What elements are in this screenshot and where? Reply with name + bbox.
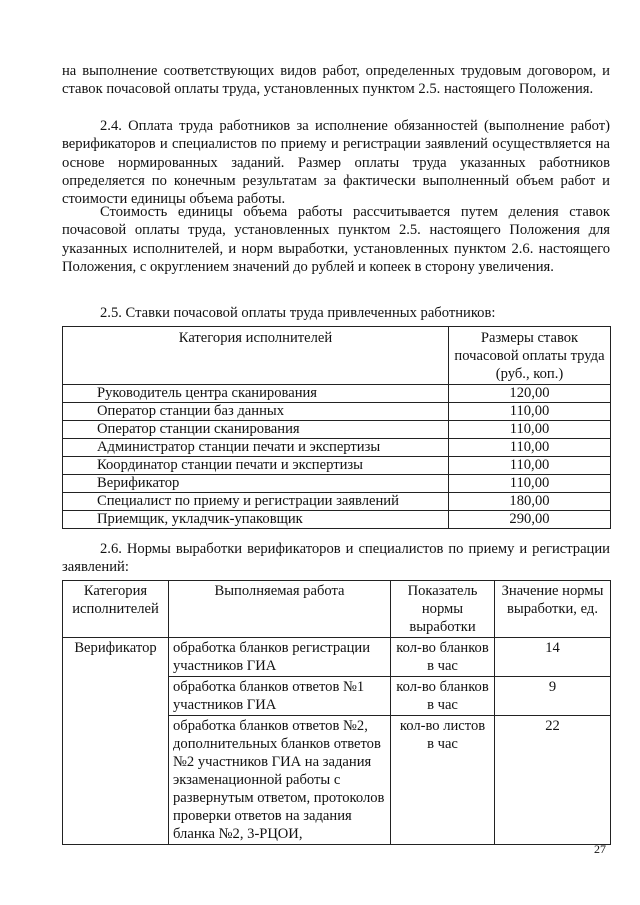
rate-category: Руководитель центра сканирования bbox=[63, 385, 449, 403]
rate-value: 110,00 bbox=[449, 475, 611, 493]
paragraph-unit-cost: Стоимость единицы объема работы рассчитывается путем деления ставок почасовой оплаты труда, установленных пунктом 2.5. настоящего Положения для указанных исполнителей, и норм выработки, установленных пунктом 2.6. настоящего Положения, с округлением значений до рублей и копеек в сторону увеличения. bbox=[62, 204, 610, 275]
table-row bbox=[63, 439, 611, 457]
norms-indicator: кол-во бланков в час bbox=[391, 638, 495, 677]
table-row bbox=[63, 511, 611, 529]
norms-indicator: кол-во бланков в час bbox=[391, 677, 495, 716]
rates-header-rate: Размеры ставок почасовой оплаты труда (руб., коп.) bbox=[449, 327, 611, 385]
norms-header-value: Значение нормы выработки, ед. bbox=[495, 581, 611, 638]
rates-table-header bbox=[63, 327, 611, 385]
table-row bbox=[63, 457, 611, 475]
table-row bbox=[63, 638, 611, 677]
norms-work: обработка бланков ответов №1 участников ГИА bbox=[169, 677, 391, 716]
table-row bbox=[63, 493, 611, 511]
rate-value: 120,00 bbox=[449, 385, 611, 403]
page-number: 27 bbox=[594, 842, 606, 856]
norms-value: 9 bbox=[495, 677, 611, 716]
rate-category: Оператор станции сканирования bbox=[63, 421, 449, 439]
norms-work: обработка бланков ответов №2, дополнительных бланков ответов №2 участников ГИА на задания экзаменационной работы с развернутым ответом, протоколов проверки ответов на задания бланка №2, 3-РЦОИ, bbox=[169, 716, 391, 845]
rate-category: Специалист по приему и регистрации заявлений bbox=[63, 493, 449, 511]
norms-table-header bbox=[63, 581, 611, 638]
rate-value: 110,00 bbox=[449, 421, 611, 439]
norms-header-indicator: Показатель нормы выработки bbox=[391, 581, 495, 638]
rates-header-category: Категория исполнителей bbox=[63, 327, 449, 385]
norms-header-category: Категория исполнителей bbox=[63, 581, 169, 638]
table-row bbox=[63, 385, 611, 403]
rate-value: 290,00 bbox=[449, 511, 611, 529]
norms-indicator: кол-во листов в час bbox=[391, 716, 495, 845]
rate-value: 110,00 bbox=[449, 457, 611, 475]
rate-category: Координатор станции печати и экспертизы bbox=[63, 457, 449, 475]
rate-category: Верификатор bbox=[63, 475, 449, 493]
rate-value: 110,00 bbox=[449, 439, 611, 457]
table-row bbox=[63, 403, 611, 421]
rate-category: Оператор станции баз данных bbox=[63, 403, 449, 421]
norms-category: Верификатор bbox=[63, 638, 169, 845]
rate-category: Приемщик, укладчик-упаковщик bbox=[63, 511, 449, 529]
table-row bbox=[63, 421, 611, 439]
rate-category: Администратор станции печати и экспертизы bbox=[63, 439, 449, 457]
section-2-6-heading: 2.6. Нормы выработки верификаторов и специалистов по приему и регистрации заявлений: bbox=[62, 541, 610, 576]
paragraph-2-4: 2.4. Оплата труда работников за исполнение обязанностей (выполнение работ) верификаторов и специалистов по приему и регистрации заявлений осуществляется на основе нормированных заданий. Размер оплаты труда указанных работников определяется по конечным результатам за фактически выполненный объем работ и стоимости единицы объема работы. bbox=[62, 118, 610, 208]
norms-header-work: Выполняемая работа bbox=[169, 581, 391, 638]
table-row bbox=[63, 475, 611, 493]
norms-value: 14 bbox=[495, 638, 611, 677]
rates-table bbox=[62, 326, 611, 529]
norms-work: обработка бланков регистрации участников ГИА bbox=[169, 638, 391, 677]
rate-value: 110,00 bbox=[449, 403, 611, 421]
paragraph-continuation: на выполнение соответствующих видов работ, определенных трудовым договором, и ставок почасовой оплаты труда, установленных пунктом 2.5. настоящего Положения. bbox=[62, 63, 610, 98]
norms-table bbox=[62, 580, 611, 845]
section-2-5-heading: 2.5. Ставки почасовой оплаты труда привлеченных работников: bbox=[100, 305, 496, 321]
norms-value: 22 bbox=[495, 716, 611, 845]
rate-value: 180,00 bbox=[449, 493, 611, 511]
